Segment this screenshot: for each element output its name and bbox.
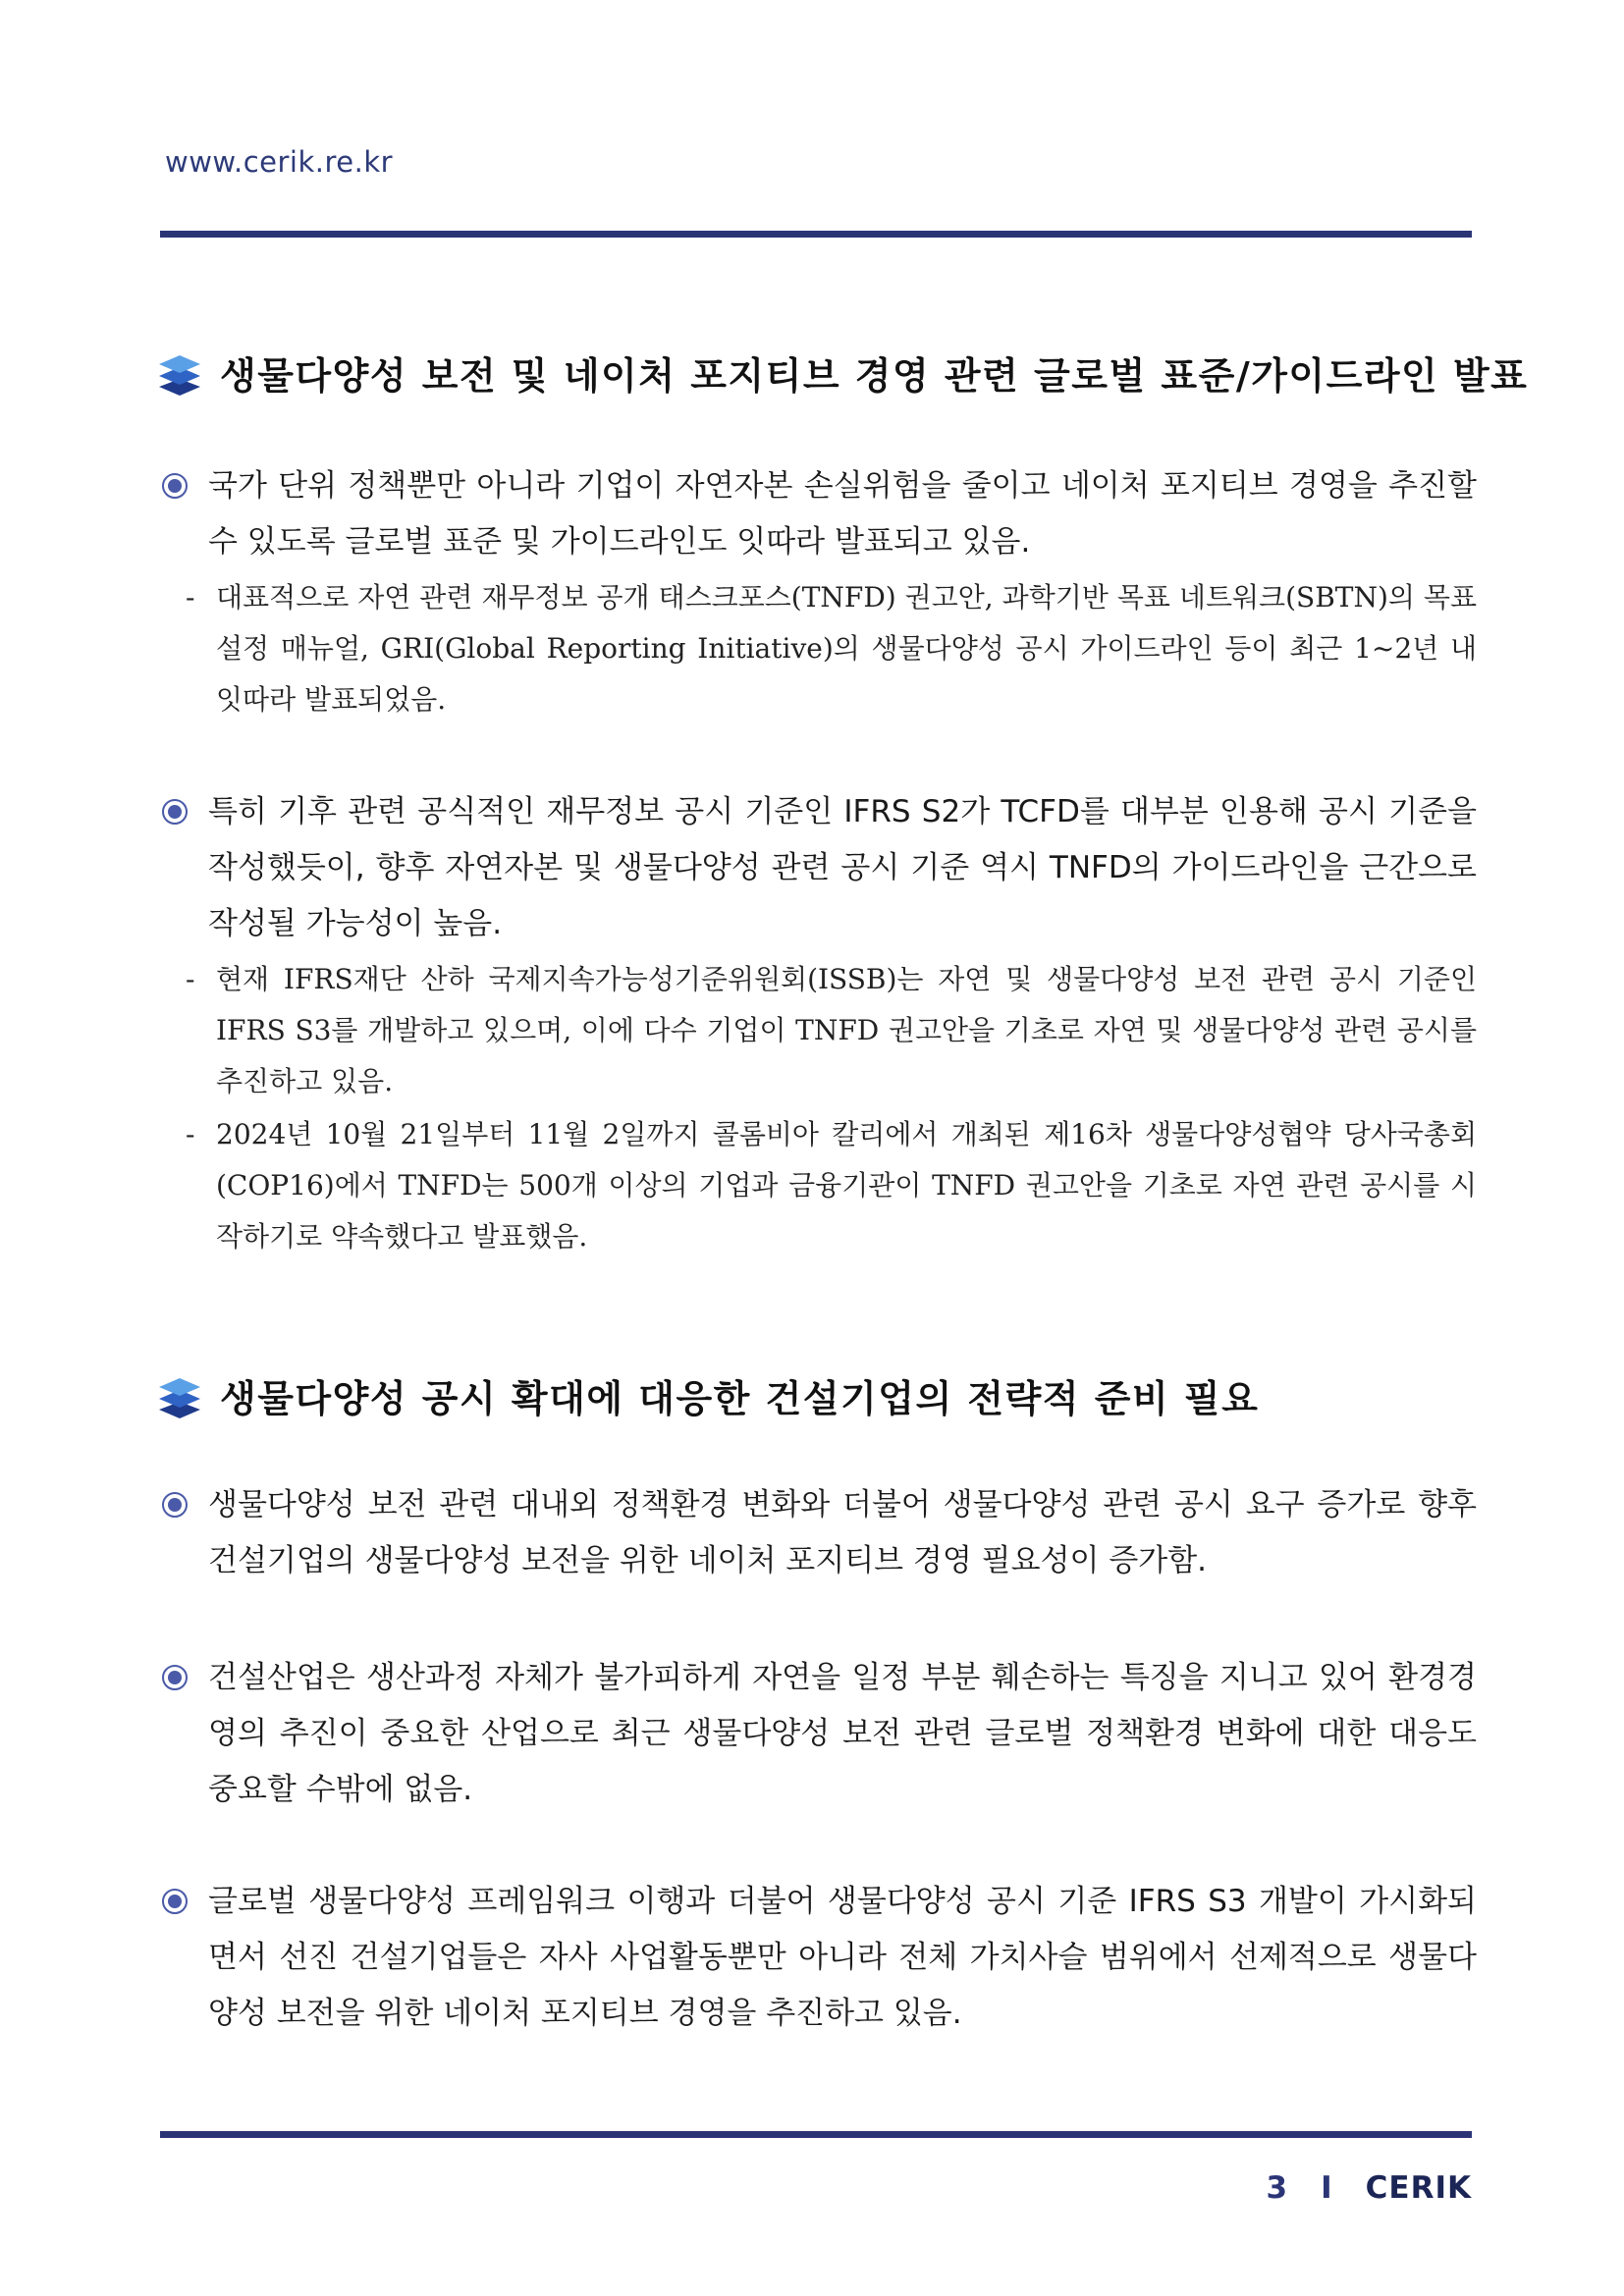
sub-item [161, 572, 1477, 725]
bullet-item [161, 1874, 1477, 2042]
paragraph-block [161, 1650, 1477, 1818]
dash-marker: - [186, 1118, 195, 1150]
footer-rule [160, 2131, 1472, 2138]
layers-icon [157, 349, 202, 397]
section-title-1 [157, 346, 1528, 400]
bullet-text: 글로벌 생물다양성 프레임워크 이행과 더불어 생물다양성 공시 기준 IFRS S3 개발이 가시화되면서 선진 건설기업들은 자사 사업활동뿐만 아니라 전체 가치사슬 범위에서 선제적으로 생물다양성 보전을 위한 네이처 포지티브 경영을 추진하고 있음. [208, 1884, 1477, 2031]
footer-separator: I [1321, 2170, 1332, 2206]
bullet-text: 특히 기후 관련 공식적인 재무정보 공시 기준인 IFRS S2가 TCFD를 대부분 인용해 공시 기준을 작성했듯이, 향후 자연자본 및 생물다양성 관련 공시 기준 역시 TNFD의 가이드라인을 근간으로 작성될 가능성이 높음. [208, 794, 1477, 941]
bullet-text: 생물다양성 보전 관련 대내외 정책환경 변화와 더불어 생물다양성 관련 공시 요구 증가로 향후 건설기업의 생물다양성 보전을 위한 네이처 포지티브 경영 필요성이 증가함. [208, 1487, 1477, 1578]
bullet-item [161, 784, 1477, 952]
layers-icon [157, 1372, 202, 1419]
bullet-item [161, 458, 1477, 570]
section-heading: 생물다양성 보전 및 네이처 포지티브 경영 관련 글로벌 표준/가이드라인 발표 [220, 354, 1529, 398]
bullet-item [161, 1650, 1477, 1818]
paragraph-block [161, 458, 1477, 725]
page-footer [1267, 2170, 1472, 2206]
paragraph-block [161, 1874, 1477, 2042]
bullet-text: 건설산업은 생산과정 자체가 불가피하게 자연을 일정 부분 훼손하는 특징을 지니고 있어 환경경영의 추진이 중요한 산업으로 최근 생물다양성 보전 관련 글로벌 정책환경 변화에 대한 대응도 중요할 수밖에 없음. [208, 1660, 1477, 1807]
dash-marker: - [186, 581, 195, 614]
sub-text: 2024년 10월 21일부터 11월 2일까지 콜롬비아 칼리에서 개최된 제16차 생물다양성협약 당사국총회(COP16)에서 TNFD는 500개 이상의 기업과 금융기관이 TNFD 권고안을 기초로 자연 관련 공시를 시작하기로 약속했다고 발표했음. [216, 1118, 1477, 1253]
header-rule [160, 231, 1472, 238]
dash-marker: - [186, 963, 195, 995]
sub-item [161, 1109, 1477, 1262]
sub-text: 현재 IFRS재단 산하 국제지속가능성기준위원회(ISSB)는 자연 및 생물다양성 보전 관련 공시 기준인 IFRS S3를 개발하고 있으며, 이에 다수 기업이 TNFD 권고안을 기초로 자연 및 생물다양성 관련 공시를 추진하고 있음. [216, 963, 1477, 1097]
paragraph-block [161, 784, 1477, 1262]
sub-text: 대표적으로 자연 관련 재무정보 공개 태스크포스(TNFD) 권고안, 과학기반 목표 네트워크(SBTN)의 목표 설정 매뉴얼, GRI(Global Reporting Initiative)의 생물다양성 공시 가이드라인 등이 최근 1~2년 내 잇따라 발표되었음. [216, 581, 1477, 716]
target-bullet-icon [161, 1664, 189, 1691]
site-url[interactable]: www.cerik.re.kr [165, 145, 394, 179]
section-heading: 생물다양성 공시 확대에 대응한 건설기업의 전략적 준비 필요 [220, 1377, 1260, 1420]
sub-item [161, 954, 1477, 1107]
page-number: 3 [1266, 2170, 1288, 2206]
target-bullet-icon [161, 1888, 189, 1915]
section-title-2 [157, 1368, 1259, 1422]
paragraph-block [161, 1477, 1477, 1589]
target-bullet-icon [161, 472, 189, 500]
target-bullet-icon [161, 1491, 189, 1519]
bullet-item [161, 1477, 1477, 1589]
bullet-text: 국가 단위 정책뿐만 아니라 기업이 자연자본 손실위험을 줄이고 네이처 포지티브 경영을 추진할 수 있도록 글로벌 표준 및 가이드라인도 잇따라 발표되고 있음. [208, 468, 1477, 560]
target-bullet-icon [161, 798, 189, 826]
footer-brand: CERIK [1365, 2170, 1472, 2206]
